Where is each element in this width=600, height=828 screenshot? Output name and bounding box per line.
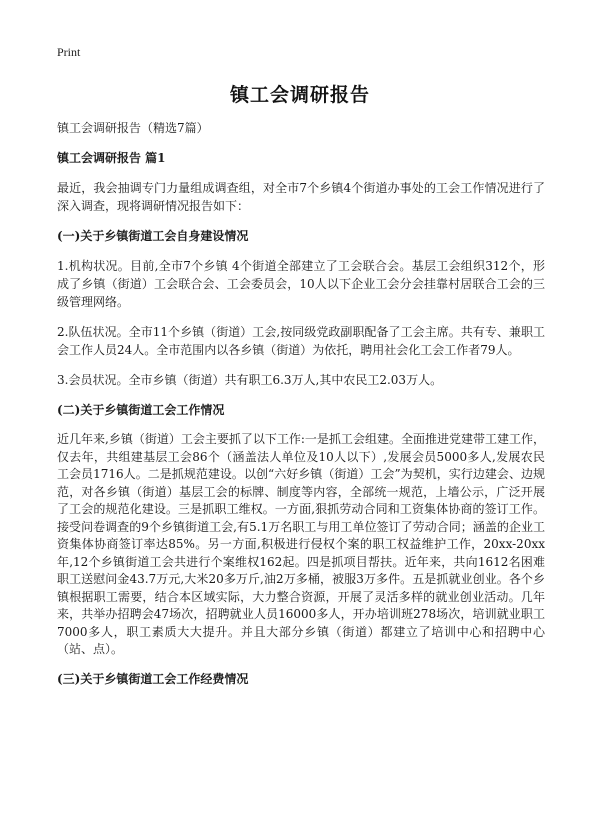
- part1-item-members: 3.会员状况。全市乡镇（街道）共有职工6.3万人,其中农民工2.03万人。: [57, 373, 443, 387]
- document-body: [57, 119, 545, 700]
- part1-item-organization: 1.机构状况。目前,全市7个乡镇 4个街道全部建立了工会联合会。基层工会组织312个，形成了乡镇（街道）工会联合会、工会委员会，10人以下企业工会分会挂靠村居联合工会的三级管理网络。: [57, 259, 545, 309]
- part1-heading: (一)关于乡镇街道工会自身建设情况: [57, 229, 249, 243]
- part3-heading: (三)关于乡镇街道工会工作经费情况: [57, 671, 249, 686]
- section-heading: 镇工会调研报告 篇1: [57, 151, 166, 165]
- part2-paragraph: 近几年来,乡镇（街道）工会主要抓了以下工作:一是抓工会组建。全面推进党建带工建工作，仅去年，共组建基层工会86个（涵盖法人单位及10人以下）,发展会员5000多人,发展农民工会员1716人。二是抓规范建设。以创“六好乡镇（街道）工会”为契机，实行边建会、边规范，对各乡镇（街道）基层工会的标牌、制度等内容，全部统一规范，上墙公示，广泛开展了工会的规范化建设。三是抓职工维权。一方面,狠抓劳动合同和工资集体协商的签订工作。接受问卷调查的9个乡镇街道工会,有5.1万名职工与用工单位签订了劳动合同；涵盖的企业工资集体协商签订率达85%。另一方面,积极进行侵权个案的职工权益维护工作，20xx-20xx年,12个乡镇街道工会共进行个案维权162起。四是抓项目帮扶。近年来，共向1612名困难职工送慰问金43.7万元,大米20多万斤,油2万多桶，被服3万多件。五是抓就业创业。各个乡镇根据职工需要，结合本区域实际，大力整合资源，开展了灵活多样的就业创业活动。几年来，共举办招聘会47场次，招聘就业人员16000多人，开办培训班278场次，培训就业职工7000多人，职工素质大大提升。并且大部分乡镇（街道）都建立了培训中心和招聘中心（站、点）。: [57, 432, 545, 656]
- intro-paragraph: 最近，我会抽调专门力量组成调查组，对全市7个乡镇4个街道办事处的工会工作情况进行了深入调查，现将调研情况报告如下：: [57, 181, 545, 213]
- print-label: Print: [57, 45, 81, 59]
- part2-heading: (二)关于乡镇街道工会工作情况: [57, 403, 225, 417]
- document-subtitle: 镇工会调研报告（精选7篇）: [57, 121, 209, 135]
- document-title: 镇工会调研报告: [229, 84, 370, 106]
- part1-item-staff: 2.队伍状况。全市11个乡镇（街道）工会,按同级党政副职配备了工会主席。共有专、兼职工会工作人员24人。全市范围内以各乡镇（街道）为依托，聘用社会化工会工作者79人。: [57, 325, 545, 357]
